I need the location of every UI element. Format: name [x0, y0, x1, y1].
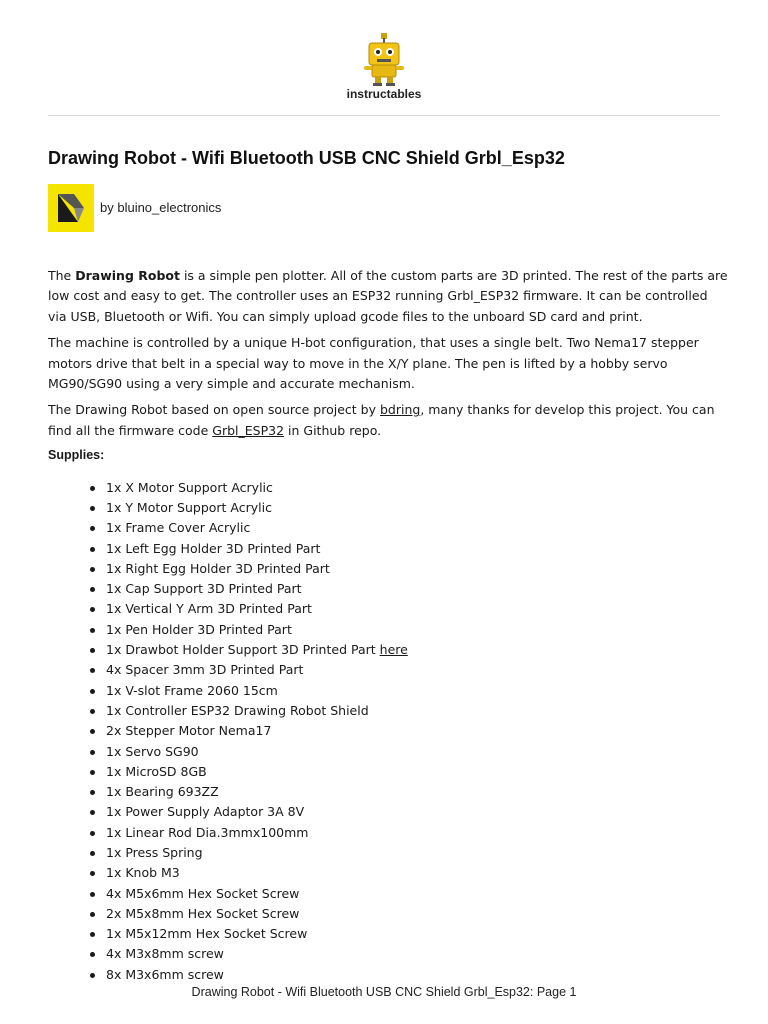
item-text: 4x M5x6mm Hex Socket Screw [106, 885, 300, 901]
list-item [90, 539, 728, 559]
item-text: 1x Right Egg Holder 3D Printed Part [106, 560, 330, 576]
mechanism-paragraph: The machine is controlled by a unique H-bot configuration, that uses a single belt. Two Nema17 stepper motors drive that belt in a special way to move in the X/Y plane. The pen is lifted by a hobby servo MG90/SG90 using a very simple and accurate mechanism. [48, 335, 699, 392]
author-byline[interactable]: by bluino_electronics [100, 200, 222, 215]
article-body [48, 266, 728, 985]
item-text: 1x MicroSD 8GB [106, 763, 207, 779]
item-text: 1x Press Spring [106, 845, 203, 860]
text-run: in Github repo. [284, 422, 382, 438]
item-text: 1x Vertical Y Arm 3D Printed Part [106, 601, 312, 617]
list-item [90, 599, 728, 619]
list-item [90, 802, 728, 822]
item-text: 1x Knob M3 [106, 865, 180, 881]
item-text: 4x Spacer 3mm 3D Printed Part [106, 662, 304, 678]
item-text: 1x Bearing 693ZZ [106, 784, 219, 800]
item-text: 4x M3x8mm screw [106, 946, 224, 962]
author-avatar-icon[interactable] [48, 184, 94, 232]
item-text: 1x M5x12mm Hex Socket Screw [106, 926, 308, 942]
list-item [90, 944, 728, 964]
item-text: 1x Drawbot Holder Support 3D Printed Part [106, 642, 380, 658]
list-item [90, 843, 728, 863]
list-item [90, 965, 728, 985]
text-run: , many thanks for develop this project. You can find all the firmware code [48, 402, 715, 438]
item-text: 1x Power Supply Adaptor 3A 8V [106, 804, 305, 820]
list-item [90, 823, 728, 843]
text-run: is a simple pen plotter. All of the custom parts are 3D printed. The rest of the parts are low cost and easy to get. The controller uses an ESP32 running Grbl_ESP32 firmware. It can be controlled via USB, Bluetooth or Wifi. You can simply upload gcode files to the unboard SD card and print. [48, 268, 728, 324]
article-title: Drawing Robot - Wifi Bluetooth USB CNC Shield Grbl_Esp32 [48, 148, 565, 168]
list-item [90, 884, 728, 904]
robot-mascot-icon[interactable] [361, 33, 407, 87]
list-item [90, 721, 728, 741]
item-text: 2x M5x8mm Hex Socket Screw [106, 905, 300, 921]
list-item [90, 478, 728, 498]
item-text: 1x Y Motor Support Acrylic [106, 499, 272, 515]
page-footer: Drawing Robot - Wifi Bluetooth USB CNC Shield Grbl_Esp32: Page 1 [191, 985, 577, 999]
list-item [90, 620, 728, 640]
list-item [90, 498, 728, 518]
list-item [90, 904, 728, 924]
item-text: 1x Left Egg Holder 3D Printed Part [106, 540, 321, 556]
bold-term: Drawing Robot [75, 268, 180, 283]
text-run: The [48, 268, 76, 283]
grbl-esp32-link[interactable]: Grbl_ESP32 [212, 422, 285, 438]
item-text: 2x Stepper Motor Nema17 [106, 723, 272, 739]
item-text: 1x Linear Rod Dia.3mmx100mm [106, 824, 309, 840]
bdring-link[interactable]: bdring [379, 402, 421, 418]
item-text: 1x Frame Cover Acrylic [106, 520, 251, 536]
item-text: 1x Servo SG90 [106, 743, 199, 759]
header-divider [48, 115, 720, 116]
list-item [90, 518, 728, 538]
list-item [90, 782, 728, 802]
text-run: The Drawing Robot based on open source project by [48, 402, 380, 418]
list-item [90, 579, 728, 599]
brand-name[interactable]: instructables [346, 87, 422, 101]
item-text: 1x V-slot Frame 2060 15cm [106, 682, 278, 698]
item-text: 8x M3x6mm screw [106, 966, 224, 982]
list-item [90, 762, 728, 782]
supplies-list [48, 478, 728, 985]
item-text: 1x X Motor Support Acrylic [106, 479, 273, 495]
list-item [90, 640, 728, 660]
item-text: 1x Controller ESP32 Drawing Robot Shield [106, 702, 369, 718]
list-item [90, 681, 728, 701]
list-item [90, 924, 728, 944]
list-item [90, 863, 728, 883]
item-text: 1x Pen Holder 3D Printed Part [106, 621, 292, 637]
list-item [90, 559, 728, 579]
here-link[interactable]: here [379, 642, 408, 658]
supplies-heading: Supplies: [48, 448, 105, 463]
item-text: 1x Cap Support 3D Printed Part [106, 581, 302, 597]
list-item [90, 701, 728, 721]
page-header [0, 0, 768, 116]
list-item [90, 660, 728, 680]
credits-paragraph [48, 400, 728, 441]
intro-paragraph [48, 266, 728, 327]
list-item [90, 742, 728, 762]
